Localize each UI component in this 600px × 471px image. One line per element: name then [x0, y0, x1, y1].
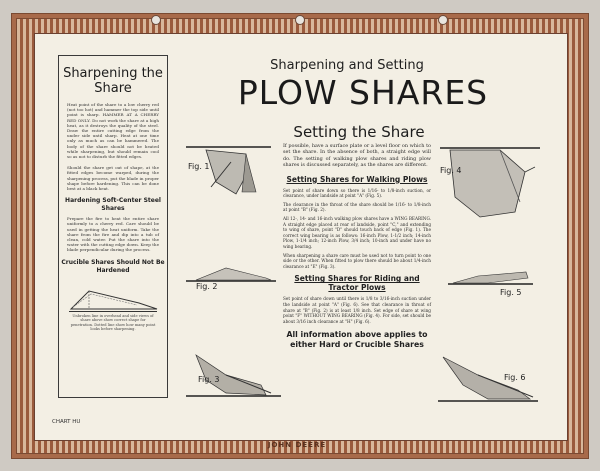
figure-3-label: Fig. 3: [198, 375, 220, 384]
walking-plows-title: Setting Shares for Walking Plows: [286, 174, 428, 184]
figure-1-label: Fig. 1: [188, 162, 210, 171]
main-column: [283, 143, 431, 350]
figure-5-label: Fig. 5: [500, 288, 522, 297]
setting-title: Setting the Share: [293, 123, 425, 141]
hardening-text: Prepare the fire to heat the entire share uniformly to a cherry red. Care should be used in getting the heat uniform. Take the share from the fire and dip into a tub of clean, cold water. Put the share into the water with the cutting edge down. Keep the blade perpendicular during the process.: [67, 216, 159, 253]
riding-p1: Set point of share down until there is 1/8 to 3/16-inch suction under the landside at point "A" (Fig. 6). See that clearance in throat of share at "B" (Fig. 2) is at least 1/8 inch. Set edge of share at wing point "F" WITHOUT WING BEARING (Fig. 4). For side, set should be about 3/16 inch clearance at "H" (Fig. 6).: [283, 296, 431, 324]
sharpening-title: Sharpening the Share: [63, 66, 163, 96]
walking-p1: Set point of share down so there is 1/16- to 1/8-inch suction, or clearance, under landside at point "A" (Fig. 5).: [283, 187, 431, 199]
brand-name: JOHN DEERE: [267, 441, 327, 449]
header-subtitle: Sharpening and Setting: [270, 58, 424, 73]
share-profile-illustration: [69, 281, 157, 312]
figure-4: [440, 142, 540, 226]
figure-6: [438, 345, 538, 409]
walking-p4: When sharpening a share care must be used not to turn point to one side or the other. When fitted to plow there should be about 1/4-inch clearance at "E" (Fig. 3).: [283, 252, 431, 269]
figure-4-label: Fig. 4: [440, 166, 462, 175]
sharpening-intro-2: Should the share get out of shape, at the fitted edges become warped, during the sharpening process, put the blade in proper shape before hardening. This can be done best at a black heat.: [67, 165, 159, 192]
applies-note: All information above applies to either Hard or Crucible Shares: [286, 330, 428, 350]
figure-2-label: Fig. 2: [196, 282, 218, 291]
figure-6-label: Fig. 6: [504, 373, 526, 382]
figure-1: [186, 142, 271, 201]
riding-plows-title: Setting Shares for Riding and Tractor Plows: [294, 274, 420, 293]
setting-intro: If possible, have a surface plate or a level floor on which to set the share. In the absence of both, a straight edge will do. The setting of walking plow shares and riding plow shares is discussed separately, as the shares are different.: [283, 143, 431, 169]
hardening-title: Hardening Soft-Center Steel Shares: [65, 197, 161, 213]
hanging-hole-center: [295, 15, 305, 25]
figure-5: [448, 264, 533, 296]
hanging-hole-right: [438, 15, 448, 25]
chart-number: CHART HU: [52, 419, 81, 425]
walking-p2: The clearance in the throat of the share should be 1/16- to 1/8-inch at point "B" (Fig. 2).: [283, 201, 431, 213]
sharpening-intro: Heat point of the share to a low cherry red (not too hot) and hammer the top side until point is sharp. HAMMER AT A CHERRY RED ONLY. Do not work the share at a high heat, as it destroys the quality of the steel. Draw the entire cutting edge from the under side until sharp. Heat at one time only as much as can be hammered. The body of the share should not be heated while sharpening, but should remain cool so as not to disturb the fitted edges.: [67, 102, 159, 160]
hanging-hole-left: [151, 15, 161, 25]
illustration-caption: Unbroken line in overhead and side views of share above show correct shape for penetration. Dotted line show how many point looks before sharpening.: [70, 313, 156, 332]
sharpening-panel: [58, 55, 168, 398]
header-title: PLOW SHARES: [237, 73, 489, 112]
figure-2: [186, 256, 276, 290]
figure-3: [186, 345, 281, 404]
walking-p3: All 12-, 14- and 16-inch walking plow shares have a WING BEARING. A straight edge placed at rear of landside, point "C," and extending to wing of share, point "D" should touch back of edge (Fig. 1). The correct wing bearing is as follows: 16-inch Plow, 1-1/2 inch; 14-inch Plow, 1-1/4 inch; 12-inch Plow, 3/4 inch; 10-inch and under have no wing bearing.: [283, 216, 431, 249]
crucible-title: Crucible Shares Should Not Be Hardened: [61, 258, 165, 274]
